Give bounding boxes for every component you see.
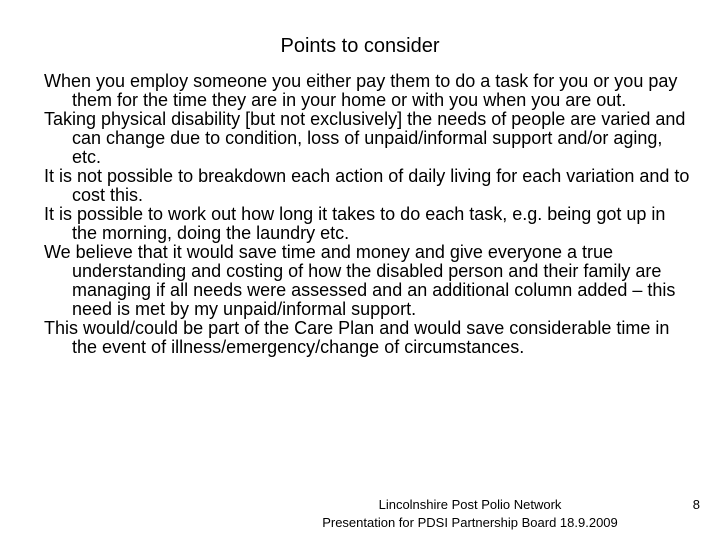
body-paragraph: When you employ someone you either pay them to do a task for you or you pay them for the time they are in your home or with you when you are out. [44,71,678,110]
footer-presentation: Presentation for PDSI Partnership Board 18.9.2009 [322,515,618,530]
slide-body [44,72,694,357]
body-paragraph: It is not possible to breakdown each action of daily living for each variation and to cost this. [44,166,690,205]
body-paragraph: We believe that it would save time and money and give everyone a true understanding and costing of how the disabled person and their family are managing if all needs were assessed and an additional column added – this need is met by my unpaid/informal support. [44,242,676,319]
slide-title: Points to consider [280,35,440,57]
page-number: 8 [692,497,700,512]
body-paragraph: Taking physical disability [but not exclusively] the needs of people are varied and can change due to condition, loss of unpaid/informal support and/or aging, etc. [44,109,686,167]
slide-footer [300,496,640,532]
body-paragraph: It is possible to work out how long it takes to do each task, e.g. being got up in the morning, doing the laundry etc. [44,204,666,243]
body-paragraph: This would/could be part of the Care Plan and would save considerable time in the event of illness/emergency/change of circumstances. [44,318,670,357]
footer-organization: Lincolnshire Post Polio Network [378,497,562,512]
